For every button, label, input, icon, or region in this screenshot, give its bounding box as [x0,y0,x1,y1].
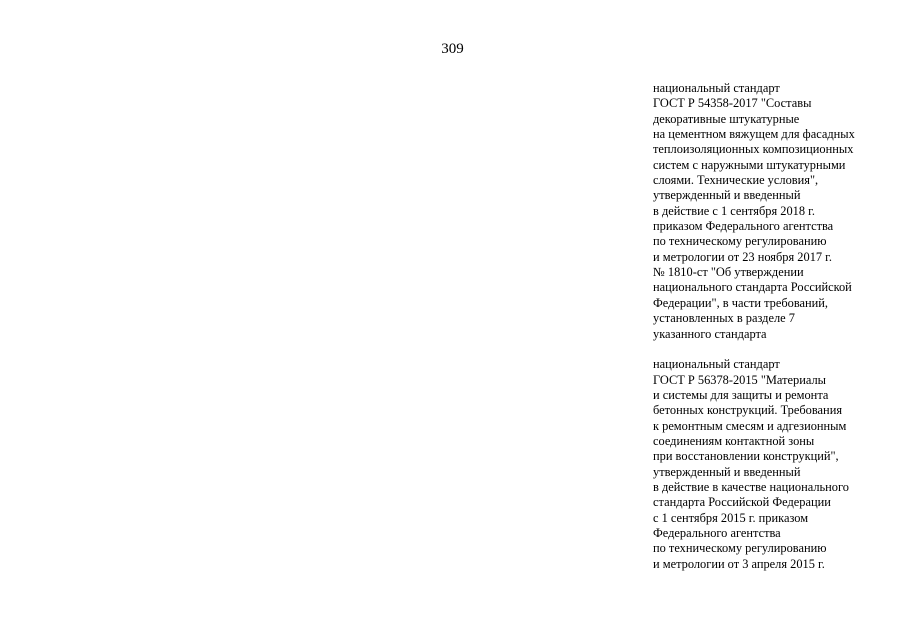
page-number: 309 [441,41,464,57]
text-line: с 1 сентября 2015 г. приказом [653,510,809,525]
text-line: национальный стандарт [653,357,780,372]
text-line: национального стандарта Российской [653,280,852,295]
text-line: на цементном вяжущем для фасадных [653,127,855,142]
text-line: по техническому регулированию [653,234,827,249]
text-line: утвержденный и введенный [653,464,801,479]
text-line: систем с наружными штукатурными [653,157,846,172]
text-line: по техническому регулированию [653,541,827,556]
text-line: ГОСТ Р 56378-2015 "Материалы [653,372,826,387]
text-line: декоративные штукатурные [653,111,800,126]
standard-entry-gost-54358 [653,81,893,342]
text-line: ГОСТ Р 54358-2017 "Составы [653,96,812,111]
text-line: соединениям контактной зоны [653,433,815,448]
text-line: к ремонтным смесям и адгезионным [653,418,847,433]
text-line: и метрологии от 23 ноября 2017 г. [653,249,832,264]
text-line: Федерации", в части требований, [653,295,829,310]
text-line: стандарта Российской Федерации [653,495,831,510]
text-line: в действие с 1 сентября 2018 г. [653,203,815,218]
text-line: Федерального агентства [653,525,781,540]
text-line: теплоизоляционных композиционных [653,142,854,157]
text-line: слоями. Технические условия", [653,173,819,188]
text-line: при восстановлении конструкций", [653,449,839,464]
text-line: № 1810-ст "Об утверждении [653,265,804,280]
text-line: установленных в разделе 7 [653,311,795,326]
text-line: утвержденный и введенный [653,188,801,203]
text-line: указанного стандарта [653,326,767,341]
text-line: и метрологии от 3 апреля 2015 г. [653,556,825,571]
text-line: и системы для защиты и ремонта [653,387,829,402]
text-line: приказом Федерального агентства [653,219,834,234]
standards-column [653,81,893,572]
text-line: бетонных конструкций. Требования [653,403,843,418]
standard-entry-gost-56378 [653,357,893,572]
text-line: в действие в качестве национального [653,479,849,494]
text-line: национальный стандарт [653,81,780,95]
